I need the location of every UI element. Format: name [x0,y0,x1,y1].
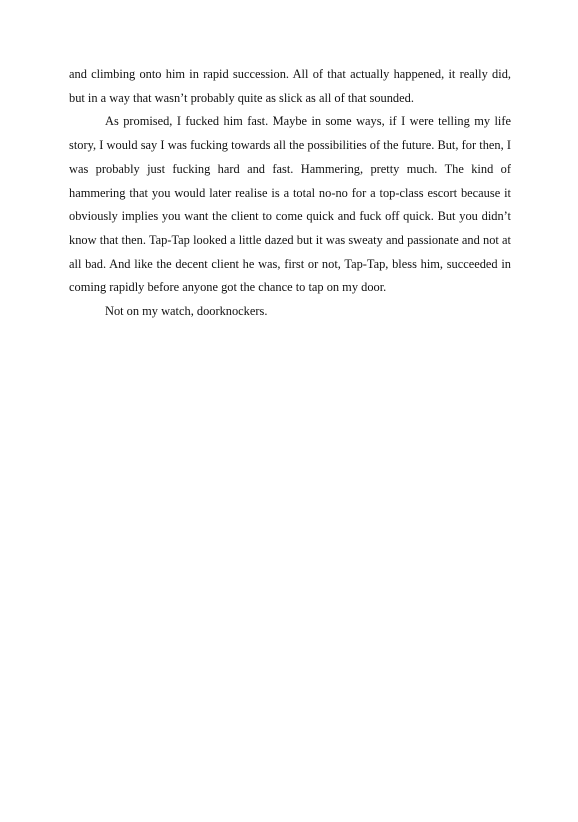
paragraph-continuation: and climbing onto him in rapid succession. All of that actually happened, it really did, but in a way that wasn’t probably quite as slick as all of that sounded. [69,67,511,105]
body-text [69,63,511,324]
paragraph-closing: Not on my watch, doorknockers. [105,304,268,319]
paragraph-main: As promised, I fucked him fast. Maybe in some ways, if I were telling my life story, I would say I was fucking towards all the possibilities of the future. But, for then, I was probably just fucking hard and fast. Hammering, pretty much. The kind of hammering that you would later realise is a total no-no for a top-class escort because it obviously implies you want the client to come quick and fuck off quick. But you didn’t know that then. Tap-Tap looked a little dazed but it was sweaty and passionate and not at all bad. And like the decent client he was, first or not, Tap-Tap, bless him, succeeded in coming rapidly before anyone got the chance to tap on my door. [69,114,511,295]
